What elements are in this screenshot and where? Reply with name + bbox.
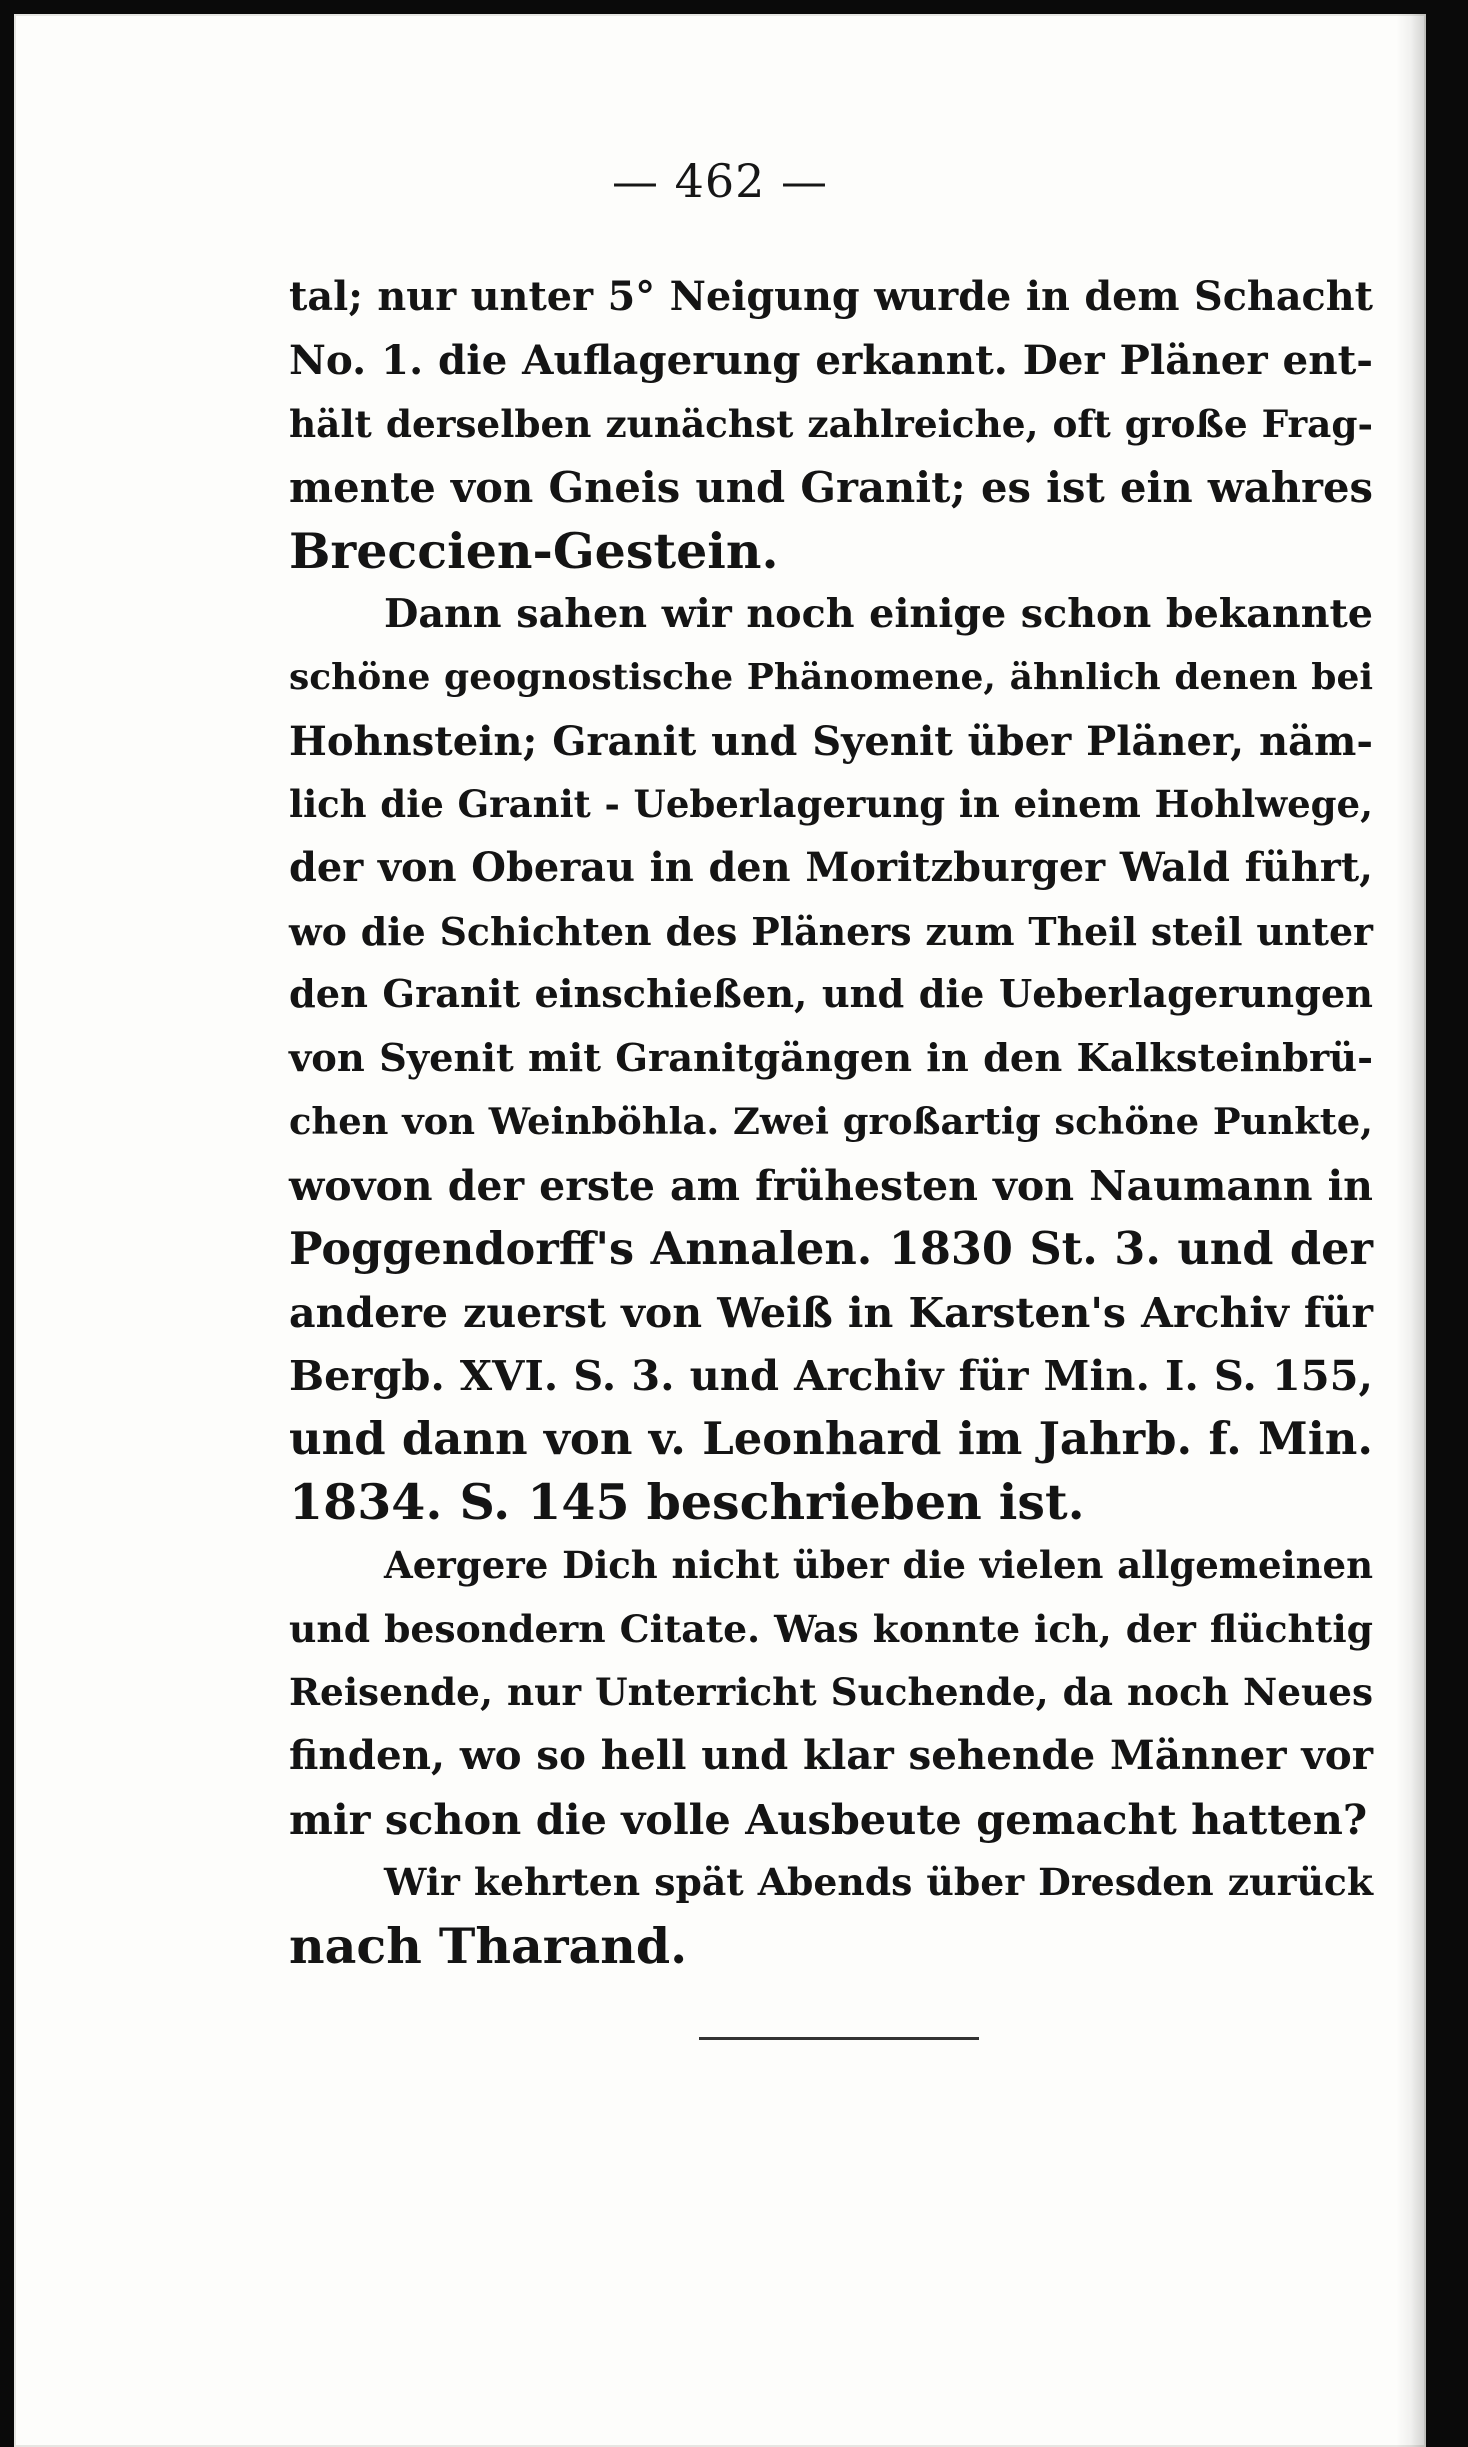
text-line: No. 1. die Auflagerung erkannt. Der Pläner ent- [289,336,1373,385]
paragraph-3 [289,1534,1373,1851]
text-line: schöne geognostische Phänomene, ähnlich denen bei [289,656,1373,699]
paragraph-1 [289,266,1373,583]
text-line: Dann sahen wir noch einige schon bekannte [384,591,1373,638]
text-line: den Granit einschießen, und die Ueberlagerungen [289,972,1373,1018]
page-number-header: — 462 — [611,154,829,208]
text-line: von Syenit mit Granitgängen in den Kalksteinbrü- [289,1035,1373,1081]
text-line: 1834. S. 145 beschrieben ist. [289,1472,1085,1531]
end-rule [699,2037,979,2040]
text-line: tal; nur unter 5° Neigung wurde in dem Schacht [289,274,1373,320]
text-line: lich die Granit - Ueberlagerung in einem Hohlwege, [289,782,1373,827]
text-line: der von Oberau in den Moritzburger Wald führt, [289,844,1373,891]
text-line: wovon der erste am frühesten von Naumann in [289,1160,1373,1210]
text-line: Poggendorff's Annalen. 1830 St. 3. und der [289,1222,1373,1276]
text-line: Bergb. XVI. S. 3. und Archiv für Min. I. S. 155, [289,1350,1373,1400]
text-line: Reisende, nur Unterricht Suchende, da noch Neues [289,1669,1373,1714]
text-line: andere zuerst von Weiß in Karsten's Archiv für [289,1287,1373,1337]
text-line: hält derselben zunächst zahlreiche, oft große Frag- [289,401,1373,446]
text-line: Breccien-Gestein. [289,521,779,580]
text-line: Wir kehrten spät Abends über Dresden zurück [384,1860,1373,1905]
page-edge-shadow [1396,14,1426,2447]
text-line: und dann von v. Leonhard im Jahrb. f. Min. [289,1412,1373,1466]
text-line: mir schon die volle Ausbeute gemacht hatten? [289,1794,1368,1844]
text-line: Hohnstein; Granit und Syenit über Pläner, näm- [289,717,1373,765]
text-line: finden, wo so hell und klar sehende Männer vor [289,1731,1373,1780]
text-line: chen von Weinböhla. Zwei großartig schöne Punkte, [289,1099,1373,1144]
body-text [289,266,1373,1978]
text-line: Aergere Dich nicht über die vielen allgemeinen [384,1543,1373,1588]
text-line: wo die Schichten des Pläners zum Theil steil unter [289,909,1373,955]
text-line: nach Tharand. [289,1916,688,1975]
text-line: und besondern Citate. Was konnte ich, der flüchtig [289,1606,1373,1651]
book-page [14,14,1426,2447]
paragraph-4 [289,1851,1373,1978]
paragraph-2 [289,583,1373,1534]
text-line: mente von Gneis und Granit; es ist ein wahres [289,463,1373,513]
